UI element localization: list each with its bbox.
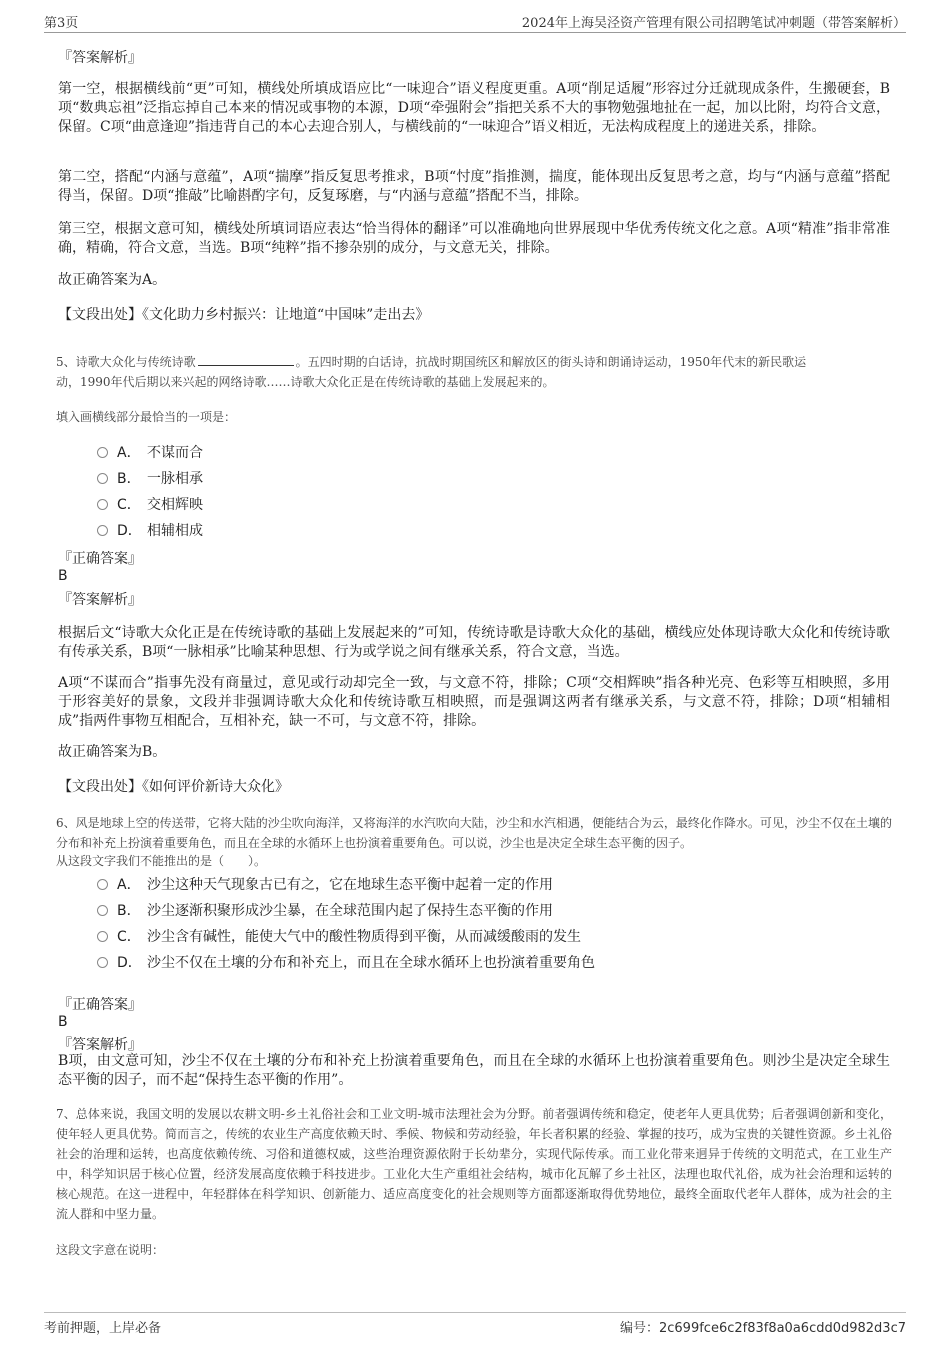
- q5-stem-after: 。五四时期的白话诗，抗战时期国统区和解放区的街头诗和朗诵诗运动，1950年代末的新民歌运: [295, 355, 807, 369]
- q6-analysis: B项，由文意可知，沙尘不仅在土壤的分布和补充上扮演着重要角色，而且在全球的水循环上也扮演着重要角色。则沙尘是决定全球生态平衡的因子，而不起“保持生态平衡的作用”。: [58, 1053, 890, 1088]
- q5-source: 【文段出处】《如何评价新诗大众化》: [58, 779, 289, 795]
- q5-option-a[interactable]: A． 不谋而合: [97, 442, 203, 462]
- radio-icon[interactable]: [97, 499, 108, 510]
- radio-icon[interactable]: [97, 931, 108, 942]
- q4-analysis-p2: 第二空，搭配“内涵与意蕴”，A项“揣摩”指反复思考推求，B项“忖度”指推测，揣度，能体现出反复思考之意，均与“内涵与意蕴”搭配得当，保留。D项“推敲”比喻斟酌字句，反复琢磨，与“内涵与意蕴”搭配不当，排除。: [58, 169, 890, 204]
- footer-slogan: 考前押题，上岸必备: [44, 1321, 162, 1336]
- footer-code-label: 编号：: [619, 1321, 659, 1336]
- q4-conclusion: 故正确答案为A。: [58, 272, 167, 288]
- q6-stem: 6、风是地球上空的传送带，它将大陆的沙尘吹向海洋，又将海洋的水汽吹向大陆，沙尘和水汽相遇，便能结合为云，最终化作降水。可见，沙尘不仅在土壤的分布和补充上扮演着重要角色，而且在全球的水循环上也扮演着重要角色。可以说，沙尘也是决定全球生态平衡的因子。: [56, 816, 892, 850]
- q5-prompt: 填入画横线部分最恰当的一项是：: [56, 410, 237, 424]
- q5-option-c[interactable]: C． 交相辉映: [97, 494, 203, 514]
- q6-option-c[interactable]: C． 沙尘含有碱性，能使大气中的酸性物质得到平衡，从而减缓酸雨的发生: [97, 926, 581, 946]
- q4-analysis-p3: 第三空，根据文意可知，横线处所填词语应表达“恰当得体的翻译”可以准确地向世界展现中华优秀传统文化之意。A项“精准”指非常准确，精确，符合文意，当选。B项“纯粹”指不掺杂别的成分，与文意无关，排除。: [58, 221, 890, 256]
- page-footer: [44, 1312, 906, 1336]
- q6-analysis-label: 『答案解析』: [58, 1037, 142, 1053]
- q6-answer: B: [58, 1014, 68, 1030]
- q5-answer: B: [58, 568, 68, 584]
- q6-option-b[interactable]: B． 沙尘逐渐积聚形成沙尘暴，在全球范围内起了保持生态平衡的作用: [97, 900, 553, 920]
- radio-icon[interactable]: [97, 447, 108, 458]
- q6-prompt: 从这段文字我们不能推出的是（ ）。: [56, 854, 267, 868]
- radio-icon[interactable]: [97, 879, 108, 890]
- radio-icon[interactable]: [97, 473, 108, 484]
- q5-analysis-label: 『答案解析』: [58, 592, 142, 608]
- q6-option-d[interactable]: D． 沙尘不仅在土壤的分布和补充上，而且在全球水循环上也扮演着重要角色: [97, 952, 595, 972]
- q4-source: 【文段出处】《文化助力乡村振兴：让地道“中国味”走出去》: [58, 307, 430, 323]
- radio-icon[interactable]: [97, 957, 108, 968]
- q4-analysis-p1: 第一空，根据横线前“更”可知，横线处所填成语应比“一味迎合”语义程度更重。A项“削足适履”形容过分迁就现成条件，生搬硬套，B项“数典忘祖”泛指忘掉自己本来的情况或事物的本源，D项“牵强附会”指把关系不大的事物勉强地扯在一起，加以比附，均符合文意，保留。C项“曲意逢迎”指违背自己的本心去迎合别人，与横线前的“一味迎合”语义相近，无法构成程度上的递进关系，排除。: [58, 81, 890, 135]
- q4-analysis-label: 『答案解析』: [58, 50, 142, 66]
- q5-stem-before: 5、诗歌大众化与传统诗歌: [56, 355, 196, 369]
- q5-option-b[interactable]: B． 一脉相承: [97, 468, 203, 488]
- q5-analysis-p2: A项“不谋而合”指事先没有商量过，意见或行动却完全一致，与文意不符，排除；C项“交相辉映”指各种光亮、色彩等互相映照，多用于形容美好的景象，文段并非强调诗歌大众化和传统诗歌互相映照，而是强调这两者有继承关系，与文意不符，排除；D项“相辅相成”指两件事物互相配合，互相补充，缺一不可，与文意不符，排除。: [58, 675, 890, 729]
- q5-blank: [198, 354, 294, 366]
- q5-analysis-p1: 根据后文“诗歌大众化正是在传统诗歌的基础上发展起来的”可知，传统诗歌是诗歌大众化的基础，横线应处体现诗歌大众化和传统诗歌有传承关系，B项“一脉相承”比喻某种思想、行为或学说之间有继承关系，符合文意，当选。: [58, 625, 890, 660]
- footer-code: [620, 1317, 906, 1336]
- q5-stem: [56, 352, 892, 392]
- q5-answer-label: 『正确答案』: [58, 551, 142, 567]
- q6-option-a[interactable]: A． 沙尘这种天气现象古已有之，它在地球生态平衡中起着一定的作用: [97, 874, 553, 894]
- q7-stem: 7、总体来说，我国文明的发展以农耕文明-乡土礼俗社会和工业文明-城市法理社会为分野。前者强调传统和稳定，使老年人更具优势；后者强调创新和变化，使年轻人更具优势。简而言之，传统的农业生产高度依赖天时、季候、物候和劳动经验，年长者积累的经验、掌握的技巧，成为宝贵的关键性资源。乡土礼俗社会的治理和运转，也高度依赖传统、习俗和道德权威，这些治理资源依附于长幼辈分，实现代际传承。而工业化带来迥异于传统的文明范式，在工业生产中，科学知识居于核心位置，经济发展高度依赖于科技进步。工业化大生产重组社会结构，城市化瓦解了乡土社区，法理也取代礼俗，成为社会治理和运转的核心规范。在这一进程中，年轻群体在科学知识、创新能力、适应高度变化的社会规则等方面都逐渐取得优势地位，最终全面取代老年人群体，成为社会的主流人群和中坚力量。: [56, 1107, 892, 1221]
- q7-prompt: 这段文字意在说明：: [56, 1243, 165, 1257]
- q5-conclusion: 故正确答案为B。: [58, 744, 167, 760]
- document-title: 2024年上海吴泾资产管理有限公司招聘笔试冲刺题（带答案解析）: [521, 16, 906, 31]
- radio-icon[interactable]: [97, 905, 108, 916]
- radio-icon[interactable]: [97, 525, 108, 536]
- page-header: [44, 12, 906, 33]
- q5-option-d[interactable]: D． 相辅相成: [97, 520, 203, 540]
- footer-code-value: 2c699fce6c2f83f8a0a6cdd0d982d3c7: [658, 1321, 906, 1336]
- page-number: 第3页: [44, 16, 79, 31]
- q6-answer-label: 『正确答案』: [58, 997, 142, 1013]
- q5-stem-line2: 动，1990年代后期以来兴起的网络诗歌……诗歌大众化正是在传统诗歌的基础上发展起来的。: [56, 375, 555, 389]
